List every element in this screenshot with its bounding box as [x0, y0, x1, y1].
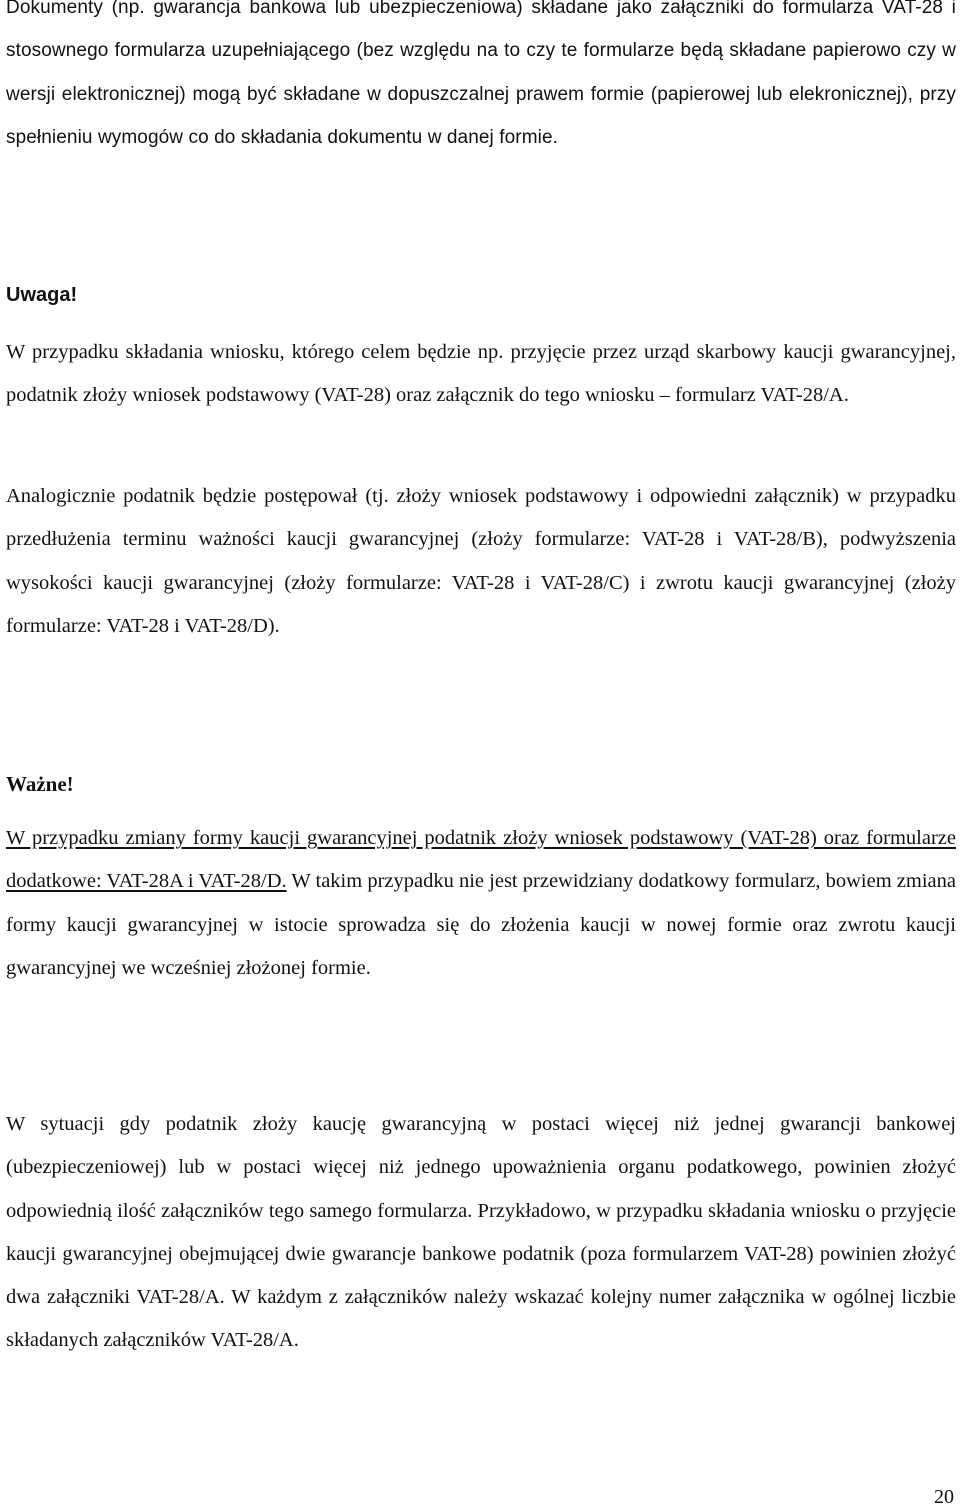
heading-wazne: Ważne!	[6, 772, 74, 796]
paragraph-multiple-guarantees: W sytuacji gdy podatnik złoży kaucję gwarancyjną w postaci więcej niż jednej gwarancji bankowej (ubezpieczeniowej) lub w postaci więcej niż jednego upoważnienia organu podatkowego, powinien złożyć odpowiednią ilość załączników tego samego formularza. Przykładowo, w przypadku składania wniosku o przyjęcie kaucji gwarancyjnej obejmującej dwie gwarancje bankowe podatnik (poza formularzem VAT-28) powinien złożyć dwa załączniki VAT-28/A. W każdym z załączników należy wskazać kolejny numer załącznika w ogólnej liczbie składanych załączników VAT-28/A.	[6, 1113, 956, 1352]
paragraph-uwaga-2: Analogicznie podatnik będzie postępował (tj. złoży wniosek podstawowy i odpowiedni załącznik) w przypadku przedłużenia terminu ważności kaucji gwarancyjnej (złoży formularze: VAT-28 i VAT-28/B), podwyższenia wysokości kaucji gwarancyjnej (złoży formularze: VAT-28 i VAT-28/C) i zwrotu kaucji gwarancyjnej (złoży formularze: VAT-28 i VAT-28/D).	[6, 485, 956, 637]
wazne-underlined-text: W przypadku zmiany formy kaucji gwarancyjnej podatnik złoży wniosek podstawowy (VAT-28) oraz formularze dodatkowe: VAT-28A i VAT-28/D.	[6, 827, 956, 893]
paragraph-documents-form: Dokumenty (np. gwarancja bankowa lub ubezpieczeniowa) składane jako załączniki do formularza VAT-28 i stosownego formularza uzupełniającego (bez względu na to czy te formularze będą składane papierowo czy w wersji elektronicznej) mogą być składane w dopuszczalnej prawem formie (papierowej lub elekronicznej), przy spełnieniu wymogów co do składania dokumentu w danej formie.	[6, 0, 956, 148]
paragraph-uwaga-1: W przypadku składania wniosku, którego celem będzie np. przyjęcie przez urząd skarbowy kaucji gwarancyjnej, podatnik złoży wniosek podstawowy (VAT-28) oraz załącznik do tego wniosku – formularz VAT-28/A.	[6, 341, 956, 407]
wazne-rest-text: W takim przypadku nie jest przewidziany dodatkowy formularz, bowiem zmiana formy kaucji gwarancyjnej w istocie sprowadza się do złożenia kaucji w nowej formie oraz zwrotu kaucji gwarancyjnej we wcześniej złożonej formie.	[6, 870, 956, 979]
page-number: 20	[934, 1486, 954, 1508]
heading-uwaga: Uwaga!	[6, 284, 78, 306]
paragraph-wazne	[6, 817, 956, 990]
